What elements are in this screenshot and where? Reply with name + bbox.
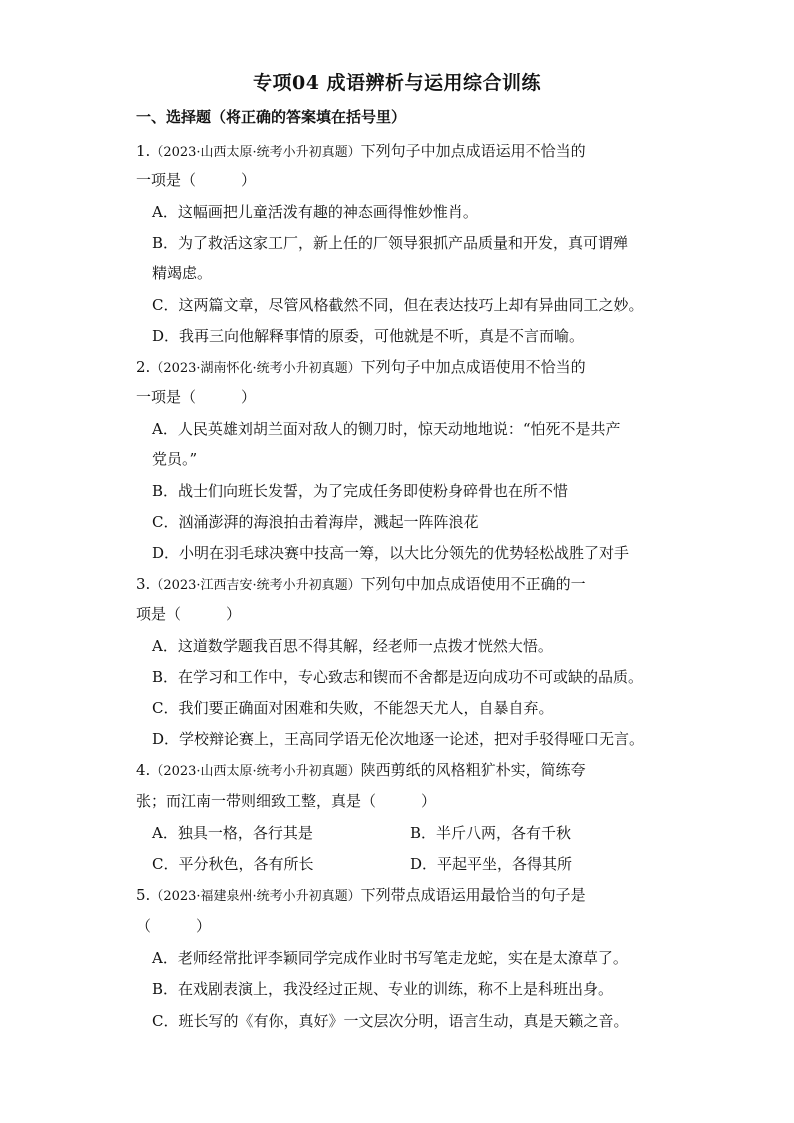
- q4-option-b: B．半斤八两，各有千秋: [410, 824, 572, 842]
- q5-option-a: A．老师经常批评李颖同学完成作业时书写笔走龙蛇，实在是太潦草了。: [152, 949, 628, 967]
- question-source: （2023·江西吉安·统考小升初真题）: [150, 578, 361, 593]
- question-5-stem-cont: （ ）: [136, 917, 212, 935]
- question-number: 2.: [136, 358, 151, 376]
- question-number: 3.: [136, 575, 151, 593]
- q2-option-d: D．小明在羽毛球决赛中技高一筹，以大比分领先的优势轻松战胜了对手: [152, 544, 630, 562]
- question-text: 下列句子中加点成语使用不恰当的: [360, 358, 586, 376]
- q1-option-a: A．这幅画把儿童活泼有趣的神态画得惟妙惟肖。: [152, 203, 478, 221]
- q1-option-c: C．这两篇文章，尽管风格截然不同，但在表达技巧上却有异曲同工之妙。: [152, 296, 644, 314]
- question-source: （2023·山西太原·统考小升初真题）: [150, 145, 361, 160]
- question-number: 1.: [136, 142, 151, 160]
- question-number: 5.: [136, 886, 151, 904]
- question-2-stem-cont: 一项是（ ）: [136, 388, 257, 406]
- question-1-stem: [136, 141, 586, 163]
- question-4-stem-cont: 张；而江南一带则细致工整，真是（ ）: [136, 792, 437, 810]
- question-2-stem: [136, 357, 586, 379]
- q2-option-b: B．战士们向班长发誓，为了完成任务即使粉身碎骨也在所不惜: [152, 482, 569, 500]
- q2-option-a-cont: 党员。”: [152, 450, 198, 468]
- q1-option-b: B．为了救活这家工厂，新上任的厂领导狠抓产品质量和开发，真可谓殚: [152, 234, 629, 252]
- question-1-stem-cont: 一项是（ ）: [136, 171, 257, 189]
- section-heading: 一、选择题（将正确的答案填在括号里）: [136, 108, 407, 126]
- question-source: （2023·湖南怀化·统考小升初真题）: [150, 361, 361, 376]
- q3-option-a: A．这道数学题我百思不得其解，经老师一点拨才恍然大悟。: [152, 637, 553, 655]
- q4-option-d: D．平起平坐，各得其所: [410, 855, 573, 873]
- q3-option-d: D．学校辩论赛上，王高同学语无伦次地逐一论述，把对手驳得哑口无言。: [152, 730, 645, 748]
- q4-option-c: C．平分秋色，各有所长: [152, 855, 314, 873]
- question-text: 下列句中加点成语使用不正确的一: [360, 575, 586, 593]
- q5-option-b: B．在戏剧表演上，我没经过正规、专业的训练，称不上是科班出身。: [152, 980, 614, 998]
- q5-option-c: C．班长写的《有你，真好》一文层次分明，语言生动，真是天籁之音。: [152, 1012, 629, 1030]
- question-3-stem-cont: 项是（ ）: [136, 605, 242, 623]
- q4-option-a: A．独具一格，各行其是: [152, 824, 313, 842]
- question-5-stem: [136, 885, 586, 907]
- q1-option-b-cont: 精竭虑。: [152, 264, 213, 282]
- q1-option-d: D．我再三向他解释事情的原委，可他就是不听，真是不言而喻。: [152, 327, 585, 345]
- q2-option-a: A．人民英雄刘胡兰面对敌人的铡刀时，惊天动地地说：“怕死不是共产: [152, 420, 621, 438]
- question-text: 陕西剪纸的风格粗犷朴实，简练夸: [360, 761, 586, 779]
- q2-option-c: C．汹涌澎湃的海浪拍击着海岸，溅起一阵阵浪花: [152, 513, 479, 531]
- question-source: （2023·山西太原·统考小升初真题）: [150, 764, 361, 779]
- question-source: （2023·福建泉州·统考小升初真题）: [150, 889, 361, 904]
- q3-option-b: B．在学习和工作中，专心致志和锲而不舍都是迈向成功不可或缺的品质。: [152, 668, 644, 686]
- question-number: 4.: [136, 761, 151, 779]
- question-4-stem: [136, 760, 586, 782]
- q3-option-c: C．我们要正确面对困难和失败，不能怨天尤人，自暴自弃。: [152, 699, 554, 717]
- page-title: 专项04 成语辨析与运用综合训练: [252, 72, 542, 94]
- question-text: 下列句子中加点成语运用不恰当的: [360, 142, 586, 160]
- question-3-stem: [136, 574, 586, 596]
- question-text: 下列带点成语运用最恰当的句子是: [360, 886, 586, 904]
